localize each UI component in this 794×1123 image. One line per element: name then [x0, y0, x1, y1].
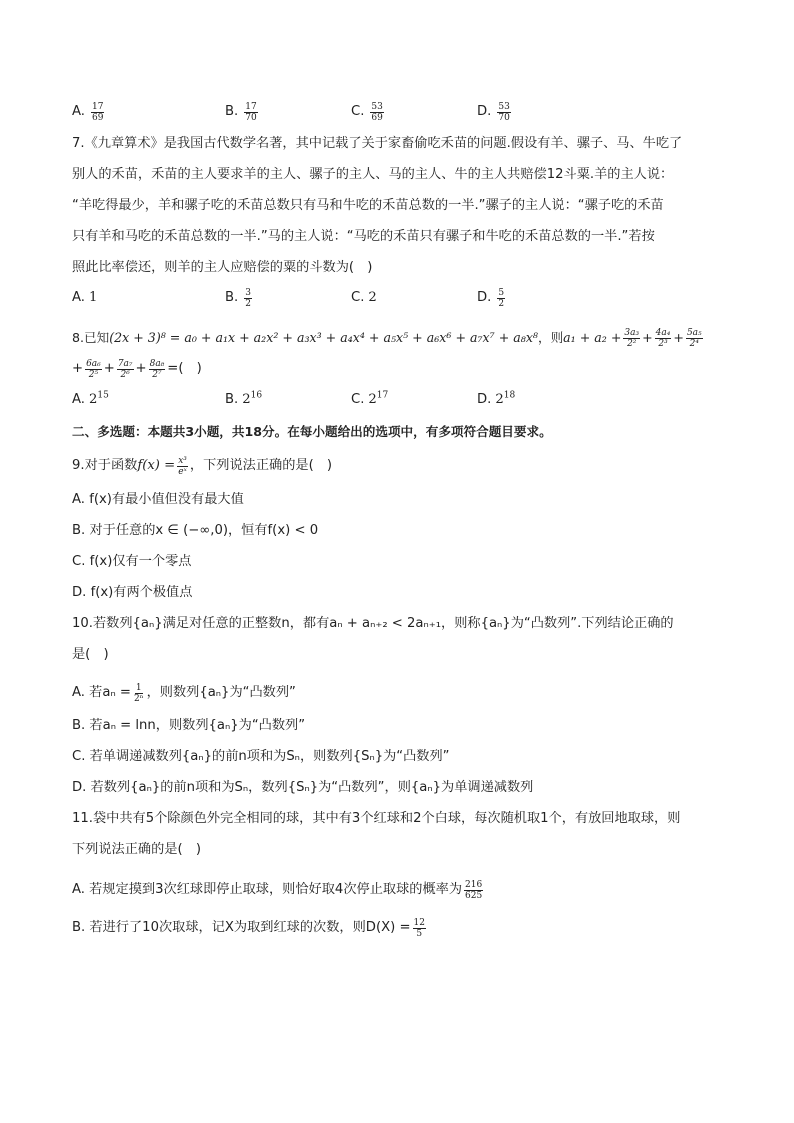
fraction: $\frac{\text{4a₄}}{\text{2³}}$	[655, 327, 671, 349]
question-9: 9.对于函数 f(x) = $\frac{\text{x³}}{\text{eˣ}}$ ，下列说法正确的是( )	[72, 455, 333, 477]
q6-option-c[interactable]: C. $\frac{53}{69}$	[351, 101, 383, 123]
question-8: 8.已知 (2x + 3)⁸ = a₀ + a₁x + a₂x² + a₃x³ + a₄x⁴ + a₅x⁵ + a₆x⁶ + a₇x⁷ + a₈x⁸ ，则 a₁ + a₂ + $\frac{\text{3a₃}}{\text{2²}}$ + $\frac{\text{4a₄}}{\text{2³}}$ + $\frac{\text{5a₅}}{\text{2⁴}}$ + $\frac{\text{6a₆}}{\text{2⁵}}$ + $\frac{\text{7a₇}}{\text{2⁶}}$ + $\frac{\text{8a₈}}{\text{2⁷}}$ =( )	[72, 327, 702, 380]
q10-option-a[interactable]: A. 若aₙ = $\frac{1}{\text{2ⁿ}}$ ，则数列{aₙ}为“凸数列”	[72, 682, 296, 704]
exam-page	[72, 96, 722, 947]
q8-option-b[interactable]: B. $2^{16}$	[225, 390, 263, 407]
fraction: $\frac{\text{3a₃}}{\text{2²}}$	[624, 327, 640, 349]
q7-option-d[interactable]: D. $\frac{5}{2}$	[477, 287, 505, 309]
q7-line: 照此比率偿还，则羊的主人应赔偿的粟的斗数为( )	[72, 260, 373, 275]
fraction: $\frac{\text{x³}}{\text{eˣ}}$	[178, 455, 187, 477]
q10-option-c[interactable]: C. 若单调递减数列{aₙ}的前n项和为Sₙ，则数列{Sₙ}为“凸数列”	[72, 749, 450, 764]
q10-stem-line1: 10.若数列{aₙ}满足对任意的正整数n，都有aₙ + aₙ₊₂ < 2aₙ₊₁，则称{aₙ}为“凸数列”.下列结论正确的	[72, 616, 674, 631]
fraction: $\frac{216}{625}$	[465, 879, 483, 901]
q7-option-b[interactable]: B. $\frac{3}{2}$	[225, 287, 251, 309]
fraction: $\frac{12}{5}$	[413, 917, 425, 939]
q8-option-a[interactable]: A. $2^{15}$	[72, 390, 109, 407]
q8-option-d[interactable]: D. $2^{18}$	[477, 390, 516, 407]
fraction: $\frac{53}{70}$	[498, 101, 510, 123]
q8-option-c[interactable]: C. $2^{17}$	[351, 390, 389, 407]
q10-option-b[interactable]: B. 若aₙ = lnn，则数列{aₙ}为“凸数列”	[72, 718, 306, 733]
q11-stem-line2: 下列说法正确的是( )	[72, 842, 201, 857]
q7-line: 别人的禾苗，禾苗的主人要求羊的主人、骡子的主人、马的主人、牛的主人共赔偿12斗粟.羊的主人说：	[72, 167, 674, 182]
q7-line: 只有羊和马吃的禾苗总数的一半.”马的主人说：“马吃的禾苗只有骡子和牛吃的禾苗总数的一半.”若按	[72, 229, 655, 244]
q9-option-c[interactable]: C. f(x)仅有一个零点	[72, 554, 192, 569]
q10-option-d[interactable]: D. 若数列{aₙ}的前n项和为Sₙ，数列{Sₙ}为“凸数列”，则{aₙ}为单调递减数列	[72, 780, 534, 795]
q11-option-b[interactable]: B. 若进行了10次取球，记X为取到红球的次数，则D(X) = $\frac{12}{5}$	[72, 917, 425, 939]
q8-options	[72, 384, 722, 416]
section-heading: 二、多选题：本题共3小题，共18分。在每小题给出的选项中，有多项符合题目要求。	[72, 424, 552, 439]
fraction: $\frac{53}{69}$	[371, 101, 383, 123]
q9-option-d[interactable]: D. f(x)有两个极值点	[72, 585, 193, 600]
fraction: $\frac{\text{6a₆}}{\text{2⁵}}$	[86, 358, 101, 380]
q7-options	[72, 278, 722, 318]
q11-option-a[interactable]: A. 若规定摸到3次红球即停止取球，则恰好取4次停止取球的概率为 $\frac{216}{625}$	[72, 879, 483, 901]
q6-option-a[interactable]: A. $\frac{17}{69}$	[72, 101, 104, 123]
q11-stem-line1: 11.袋中共有5个除颜色外完全相同的球，其中有3个红球和2个白球，每次随机取1个，有放回地取球，则	[72, 811, 681, 826]
q6-option-d[interactable]: D. $\frac{53}{70}$	[477, 101, 510, 123]
fraction: $\frac{17}{70}$	[245, 101, 257, 123]
fraction: $\frac{3}{2}$	[245, 287, 251, 309]
fraction: $\frac{1}{\text{2ⁿ}}$	[133, 682, 144, 704]
q7-line: 7.《九章算术》是我国古代数学名著，其中记载了关于家畜偷吃禾苗的问题.假设有羊、骡子、马、牛吃了	[72, 136, 683, 151]
fraction: $\frac{5}{2}$	[498, 287, 505, 309]
q6-options	[72, 96, 722, 128]
q7-line: “羊吃得最少，羊和骡子吃的禾苗总数只有马和牛吃的禾苗总数的一半.”骡子的主人说：“骡子吃的禾苗	[72, 198, 664, 213]
q9-option-b[interactable]: B. 对于任意的x ∈ (−∞,0)，恒有f(x) < 0	[72, 523, 319, 538]
question-7	[72, 134, 722, 278]
fraction: $\frac{\text{8a₈}}{\text{2⁷}}$	[149, 358, 165, 380]
q7-option-a[interactable]: A. 1	[72, 290, 98, 305]
fraction: $\frac{\text{7a₇}}{\text{2⁶}}$	[117, 358, 133, 380]
q9-option-a[interactable]: A. f(x)有最小值但没有最大值	[72, 492, 244, 507]
q6-option-b[interactable]: B. $\frac{17}{70}$	[225, 101, 257, 123]
q7-option-c[interactable]: C. 2	[351, 290, 377, 305]
fraction: $\frac{\text{5a₅}}{\text{2⁴}}$	[686, 327, 702, 349]
q10-stem-line2: 是( )	[72, 647, 109, 662]
q8-expansion: (2x + 3)⁸ = a₀ + a₁x + a₂x² + a₃x³ + a₄x⁴ + a₅x⁵ + a₆x⁶ + a₇x⁷ + a₈x⁸	[109, 330, 538, 345]
fraction: $\frac{17}{69}$	[91, 101, 104, 123]
